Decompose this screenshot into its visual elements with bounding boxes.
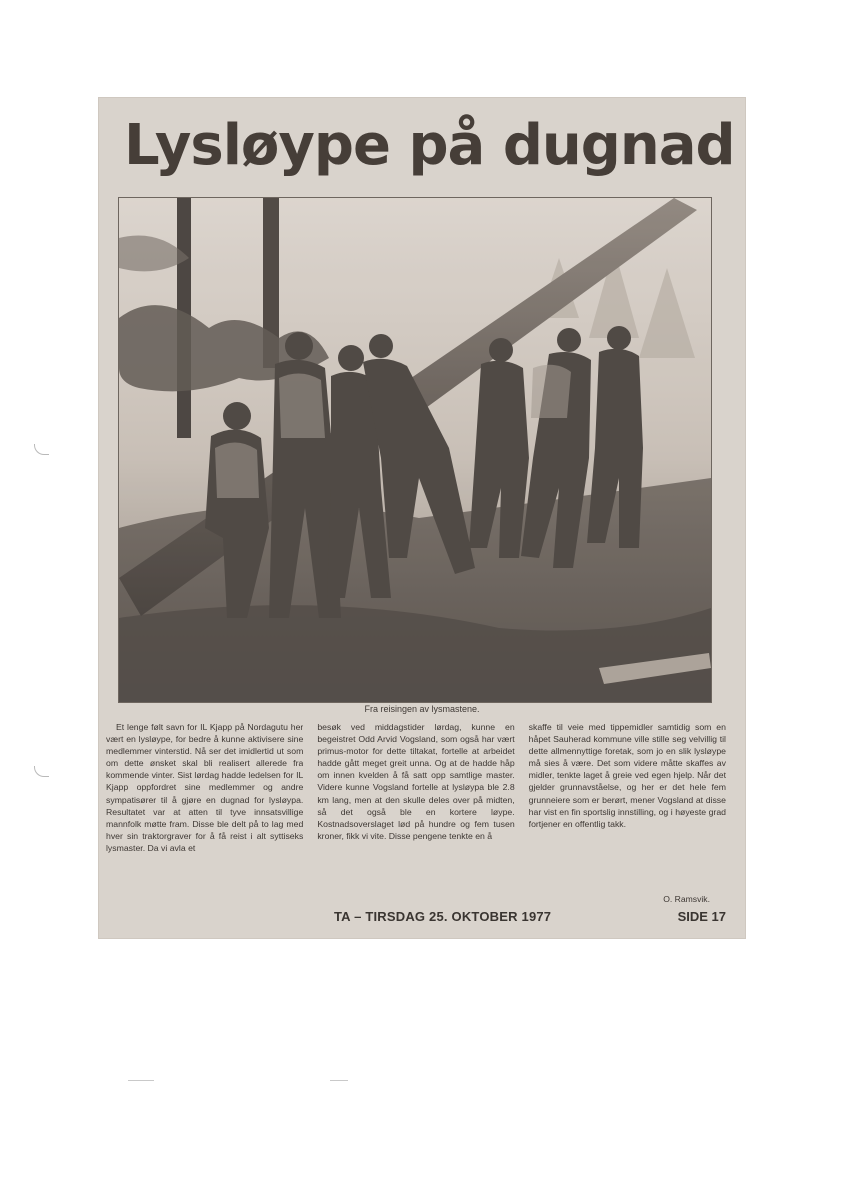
binder-hole-mark <box>34 766 49 777</box>
text-column-1 <box>106 721 303 919</box>
text-column-2 <box>317 721 514 919</box>
text-column-3 <box>529 721 726 919</box>
paragraph: Et lenge følt savn for IL Kjapp på Nordagutu her vært en lysløype, for bedre å kunne aktivisere sine medlemmer vinterstid. Nå ser det imidlertid ut som om dette ønsket skal bli realisert allerede fra kommende vinter. Sist lørdag hadde ledelsen for IL Kjapp oppfordret sine medlemmer og andre sympatisører til å gjøre en dugnad for lysløypa. Resultatet var at atten til tyve innsatsvillige mannfolk møtte fram. Disse ble delt på to lag med hver sin traktorgraver for å få reist i alt syttiseks lysmaster. Da vi avla et <box>106 722 304 853</box>
paper-speck <box>128 1080 154 1081</box>
page-number: SIDE 17 <box>677 909 726 924</box>
binder-hole-mark <box>34 444 49 455</box>
paper-speck <box>330 1080 348 1081</box>
headline: Lysløype på dugnad <box>124 113 735 178</box>
article-photo <box>118 197 712 703</box>
publication-date: TA – TIRSDAG 25. OKTOBER 1977 <box>334 909 552 924</box>
byline: O. Ramsvik. <box>663 894 710 904</box>
article-body <box>106 721 726 919</box>
photo-caption: Fra reisingen av lysmastene. <box>364 704 480 714</box>
paragraph: skaffe til veie med tippemidler samtidig som en håpet Sauherad kommune ville stille seg velvillig til dette allmennyttige foretak, som jo en slik lysløype må sies å være. Det som videre måtte skaffes av midler, tenkte laget å greie ved egen hjelp. Når det gjelder grunnavståelse, og her er det hele fem grunneiere som er berørt, mener Vogsland at disse har vist en fin sportslig innstilling, og i høyeste grad fortjener en offentlig takk. <box>528 722 726 829</box>
newspaper-clipping <box>98 97 746 939</box>
paragraph: besøk ved middagstider lørdag, kunne en begeistret Odd Arvid Vogsland, som også har vært primus-motor for dette tiltakat, fortelle at arbeidet hadde gått meget greit unna. Og at de hadde håp om innen kvelden å få satt opp samtlige master. Videre kunne Vogsland fortelle at lysløypa ble 2.8 km lang, men at den skulle deles over på midten, så det også ble en kortere løype. Kostnadsoverslaget lød på hundre og fem tusen kroner, fikk vi vite. Disse pengene tenkte en å <box>317 722 515 841</box>
